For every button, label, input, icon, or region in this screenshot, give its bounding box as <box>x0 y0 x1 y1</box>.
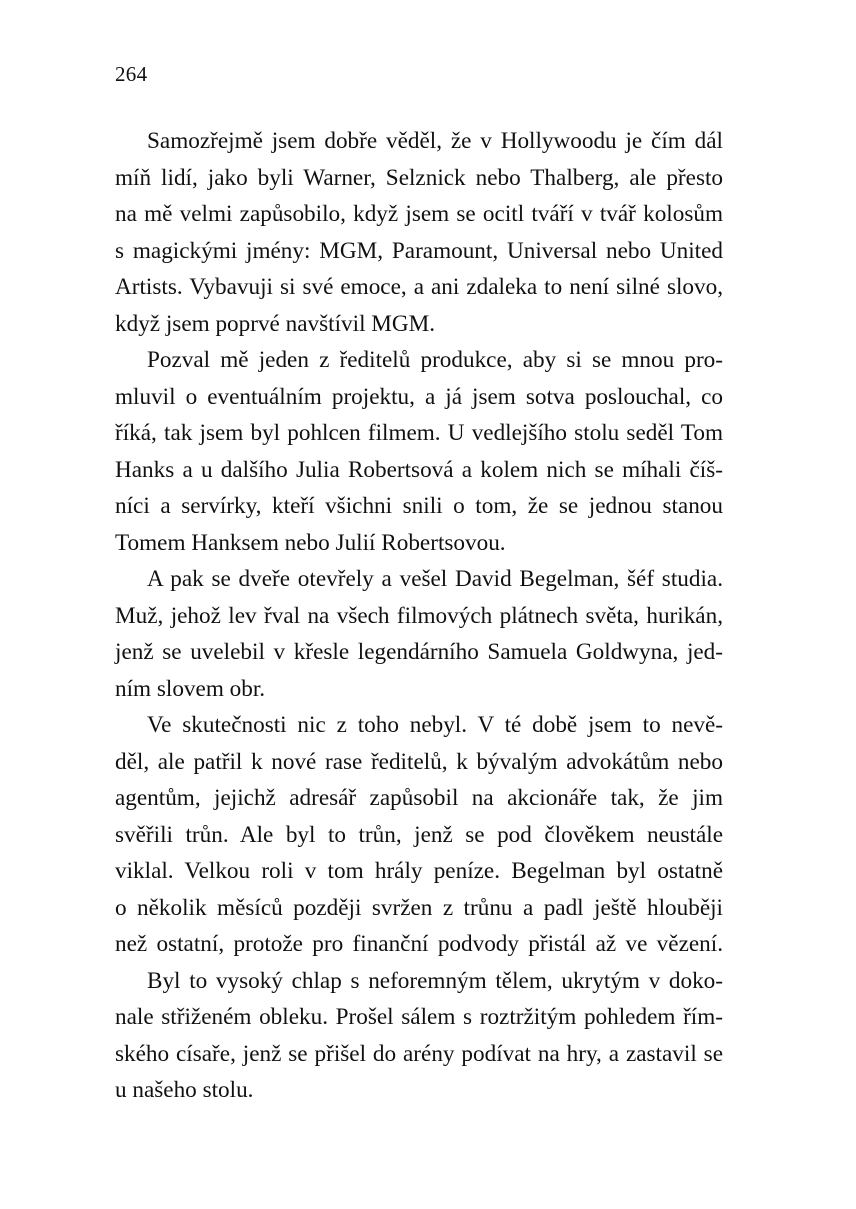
text-line: ním slovem obr. <box>115 675 266 702</box>
text-line: nale střiženém obleku. Prošel sálem s roztržitým pohledem řím- <box>115 1004 723 1030</box>
text-line: svěřili trůn. Ale byl to trůn, jenž se pod člověkem neustále <box>115 821 723 848</box>
text-line: říká, tak jsem byl pohlcen filmem. U vedlejšího stolu seděl Tom <box>115 420 723 446</box>
paragraph <box>115 342 723 561</box>
text-line: o několik měsíců později svržen z trůnu a padl ještě hlouběji <box>115 894 723 921</box>
text-line: než ostatní, protože pro finanční podvody přistál až ve vězení. <box>115 931 723 957</box>
text-line: A pak se dveře otevřely a vešel David Begelman, šéf studia. <box>147 566 723 592</box>
body-text <box>115 123 723 1109</box>
paragraph <box>115 963 723 1109</box>
page-number: 264 <box>115 62 148 86</box>
text-line: Artists. Vybavuji si své emoce, a ani zdaleka to není silné slovo, <box>115 274 723 300</box>
paragraph <box>115 123 723 342</box>
text-line: míň lidí, jako byli Warner, Selznick nebo Thalberg, ale přesto <box>115 164 723 191</box>
text-line: Hanks a u dalšího Julia Robertsová a kolem nich se míhali číš- <box>115 456 723 483</box>
text-line: jenž se uvelebil v křesle legendárního Samuela Goldwyna, jed- <box>115 639 723 665</box>
text-line: agentům, jejichž adresář zapůsobil na akcionáře tak, že jim <box>115 785 723 811</box>
text-line: Ve skutečnosti nic z toho nebyl. V té době jsem to nevě- <box>147 712 723 738</box>
paragraph <box>115 561 723 707</box>
paragraph <box>115 707 723 963</box>
text-line: Tomem Hanksem nebo Julií Robertsovou. <box>115 529 506 556</box>
text-line: mluvil o eventuálním projektu, a já jsem sotva poslouchal, co <box>115 383 723 410</box>
text-line: na mě velmi zapůsobilo, když jsem se ocitl tváří v tvář kolosům <box>115 201 723 227</box>
text-line: Pozval mě jeden z ředitelů produkce, aby si se mnou pro- <box>147 347 723 373</box>
text-line: u našeho stolu. <box>115 1077 254 1103</box>
text-line: níci a servírky, kteří všichni snili o tom, že se jednou stanou <box>115 493 723 519</box>
text-line: děl, ale patřil k nové rase ředitelů, k bývalým advokátům nebo <box>115 748 723 775</box>
text-line: viklal. Velkou roli v tom hrály peníze. Begelman byl ostatně <box>115 858 723 884</box>
text-line: Byl to vysoký chlap s neforemným tělem, ukrytým v doko- <box>147 967 723 994</box>
text-line: Muž, jehož lev řval na všech filmových plátnech světa, hurikán, <box>115 602 723 629</box>
text-line: když jsem poprvé navštívil MGM. <box>115 310 436 337</box>
text-line: Samozřejmě jsem dobře věděl, že v Hollywoodu je čím dál <box>147 128 723 154</box>
text-line: s magickými jmény: MGM, Paramount, Universal nebo United <box>115 237 723 264</box>
text-line: ského císaře, jenž se přišel do arény podívat na hry, a zastavil se <box>115 1040 723 1067</box>
